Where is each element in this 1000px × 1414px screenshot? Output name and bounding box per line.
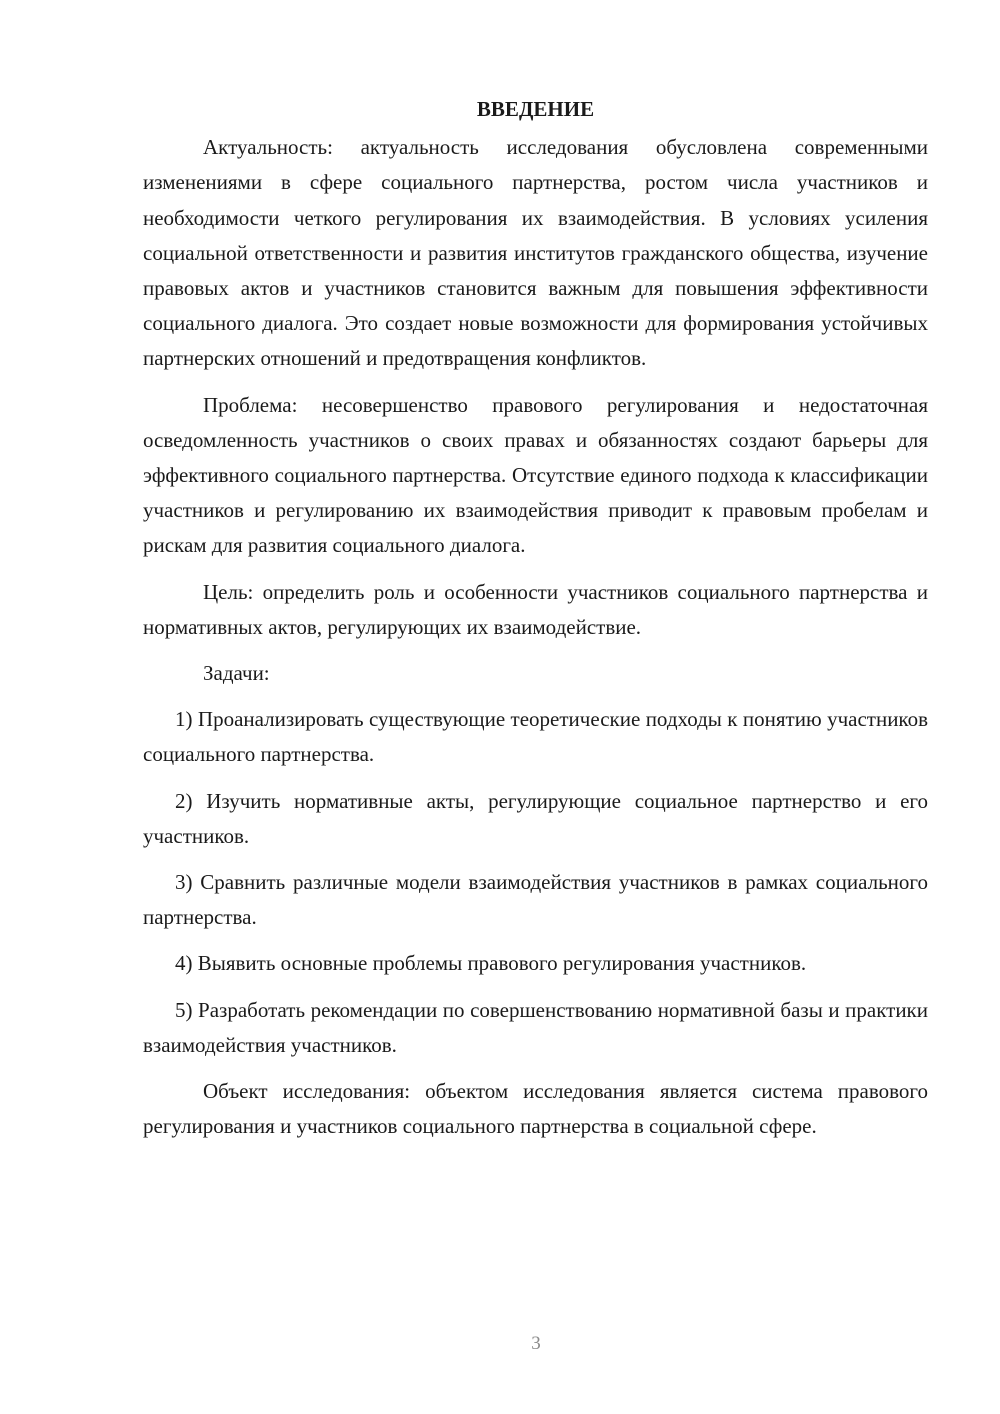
task-item-3: 3) Сравнить различные модели взаимодействия участников в рамках социального партнерства.	[143, 870, 928, 930]
page-number: 3	[531, 1333, 541, 1354]
task-item-4: 4) Выявить основные проблемы правового регулирования участников.	[175, 951, 807, 976]
research-object-paragraph: Объект исследования: объектом исследования является система правового регулирования и участников социального партнерства в социальной сфере.	[143, 1079, 928, 1139]
goal-paragraph: Цель: определить роль и особенности участников социального партнерства и нормативных актов, регулирующих их взаимодействие.	[143, 579, 928, 639]
relevance-paragraph: Актуальность: актуальность исследования обусловлена современными изменениями в сфере социального партнерства, ростом числа участников и необходимости четкого регулирования их взаимодействия. В условиях усиления социальной ответственности и развития институтов гражданского общества, изучение правовых актов и участников становится важным для повышения эффективности социального диалога. Это создает новые возможности для формирования устойчивых партнерских отношений и предотвращения конфликтов.	[143, 135, 928, 371]
section-title: ВВЕДЕНИЕ	[476, 97, 595, 121]
task-item-2: 2) Изучить нормативные акты, регулирующие социальное партнерство и его участников.	[143, 788, 928, 848]
task-item-1: 1) Проанализировать существующие теоретические подходы к понятию участников социального партнерства.	[143, 707, 928, 767]
problem-paragraph: Проблема: несовершенство правового регулирования и недостаточная осведомленность участников о своих правах и обязанностях создают барьеры для эффективного социального партнерства. Отсутствие единого подхода к классификации участников и регулированию их взаимодействия приводит к правовым пробелам и рискам для развития социального диалога.	[143, 392, 928, 558]
task-item-5: 5) Разработать рекомендации по совершенствованию нормативной базы и практики взаимодействия участников.	[143, 997, 928, 1057]
tasks-heading: Задачи:	[203, 661, 270, 686]
document-body	[143, 92, 928, 1155]
